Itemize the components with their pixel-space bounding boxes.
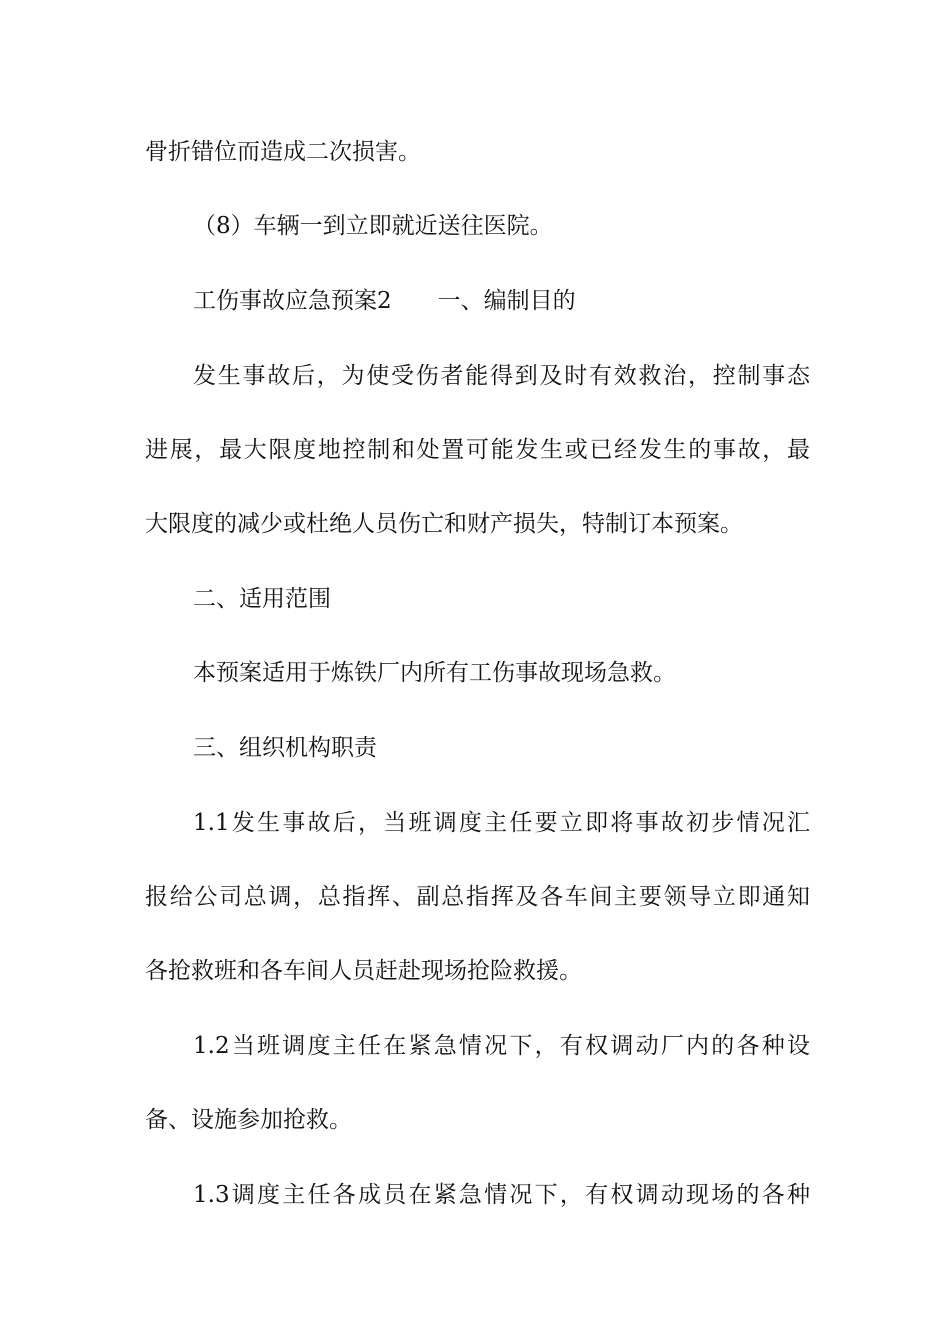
paragraph-line: （8）车辆一到立即就近送往医院。 [193, 213, 553, 239]
section-heading: 三、组织机构职责 [193, 735, 377, 761]
section-heading: 二、适用范围 [193, 586, 331, 612]
paragraph-line: 各抢救班和各车间人员赶赴现场抢险救援。 [145, 958, 582, 984]
paragraph-line: 1.3调度主任各成员在紧急情况下，有权调动现场的各种 [193, 1182, 810, 1208]
plan-title: 工伤事故应急预案2 [193, 288, 392, 314]
paragraph-line: 进展，最大限度地控制和处置可能发生或已经发生的事故，最 [145, 437, 810, 463]
paragraph-line: 发生事故后，为使受伤者能得到及时有效救治，控制事态 [193, 363, 810, 389]
paragraph-line: 报给公司总调，总指挥、副总指挥及各车间主要领导立即通知 [145, 884, 810, 910]
paragraph-line: 本预案适用于炼铁厂内所有工伤事故现场急救。 [193, 660, 676, 686]
paragraph-line: 备、设施参加抢救。 [145, 1107, 352, 1133]
document-heading [193, 286, 810, 316]
paragraph-line: 骨折错位而造成二次损害。 [145, 139, 421, 165]
paragraph-line: 1.1发生事故后，当班调度主任要立即将事故初步情况汇 [193, 810, 810, 836]
paragraph-line: 大限度的减少或杜绝人员伤亡和财产损失，特制订本预案。 [145, 511, 743, 537]
paragraph-line: 1.2当班调度主任在紧急情况下，有权调动厂内的各种设 [193, 1033, 810, 1059]
section-heading: 一、编制目的 [437, 288, 576, 314]
